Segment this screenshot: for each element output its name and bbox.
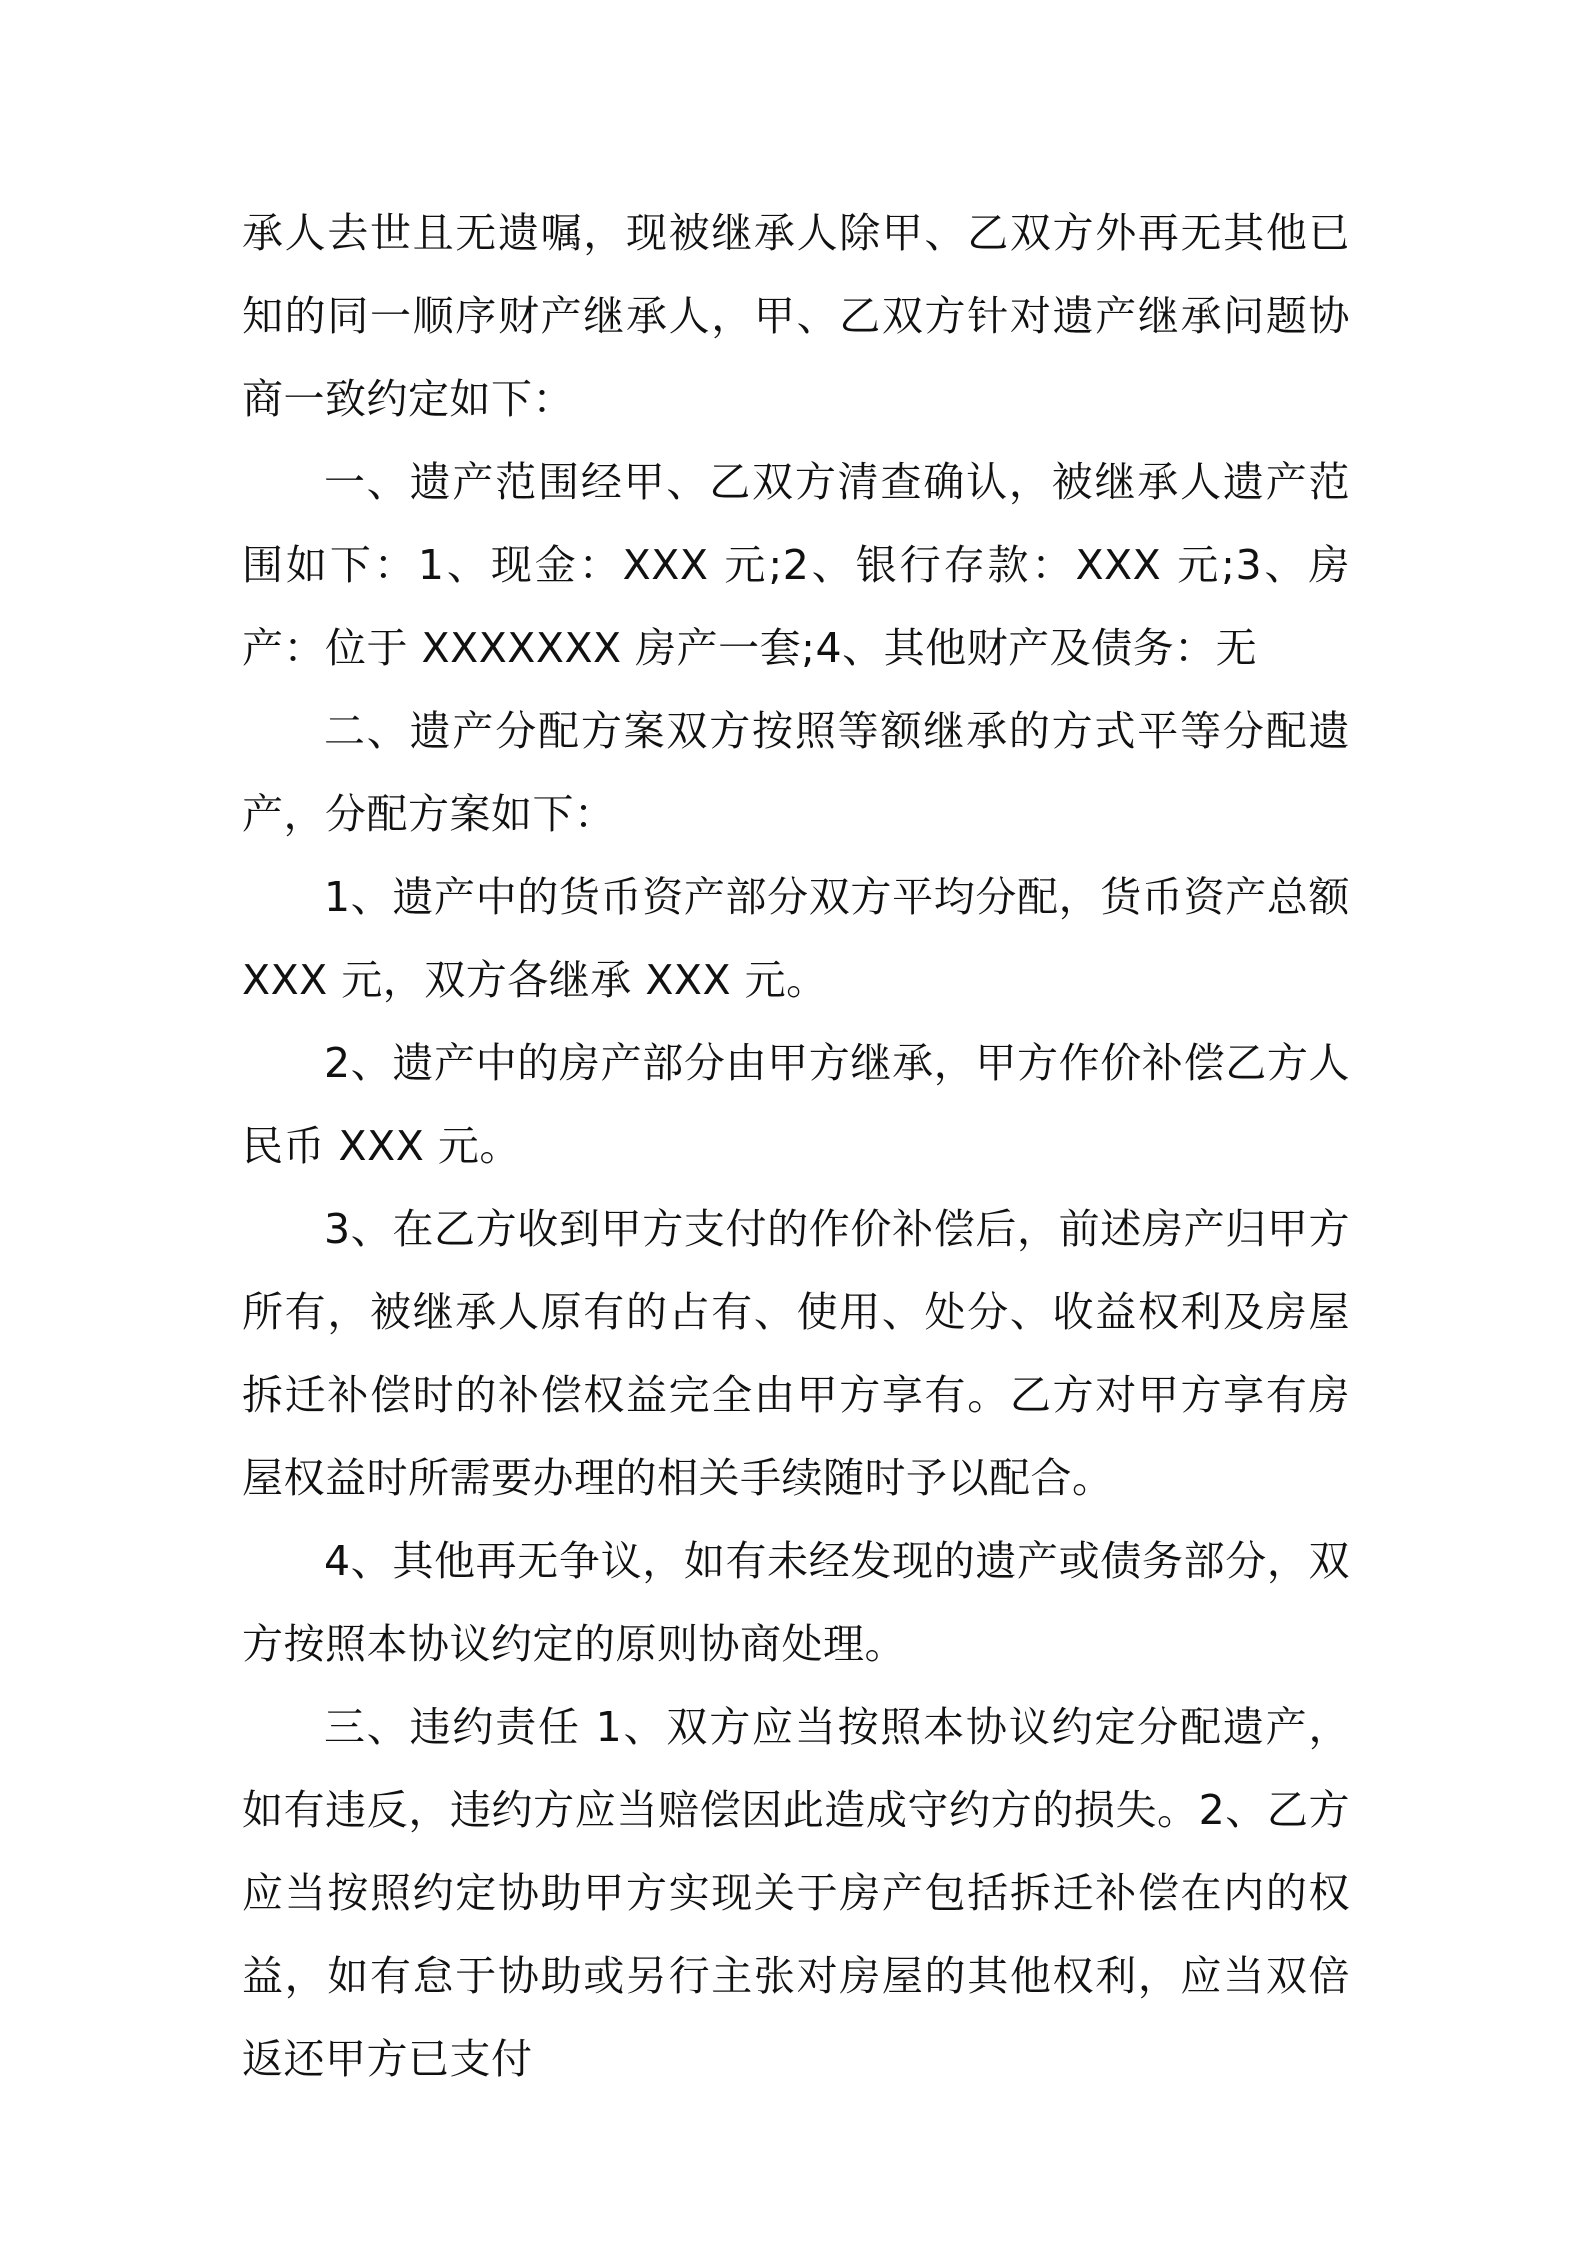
paragraph-continuation: 承人去世且无遗嘱，现被继承人除甲、乙双方外再无其他已知的同一顺序财产继承人，甲、乙双方针对遗产继承问题协商一致约定如下： <box>242 209 1350 423</box>
agreement-body <box>242 192 1350 2101</box>
paragraph-breach-liability: 三、违约责任 1、双方应当按照本协议约定分配遗产，如有违反，违约方应当赔偿因此造成守约方的损失。2、乙方应当按照约定协助甲方实现关于房产包括拆迁补偿在内的权益，如有怠于协助或另行主张对房屋的其他权利，应当双倍返还甲方已支付 <box>242 1703 1350 2083</box>
paragraph-real-estate: 2、遗产中的房产部分由甲方继承，甲方作价补偿乙方人民币 XXX 元。 <box>242 1039 1350 1170</box>
paragraph-estate-scope: 一、遗产范围经甲、乙双方清查确认，被继承人遗产范围如下：1、现金：XXX 元;2、银行存款：XXX 元;3、房产：位于 XXXXXXX 房产一套;4、其他财产及债务：无 <box>242 458 1350 672</box>
paragraph-ownership-transfer: 3、在乙方收到甲方支付的作价补偿后，前述房产归甲方所有，被继承人原有的占有、使用、处分、收益权利及房屋拆迁补偿时的补偿权益完全由甲方享有。乙方对甲方享有房屋权益时所需要办理的相关手续随时予以配合。 <box>242 1205 1350 1502</box>
paragraph-no-dispute: 4、其他再无争议，如有未经发现的遗产或债务部分，双方按照本协议约定的原则协商处理。 <box>242 1537 1350 1668</box>
paragraph-distribution-plan: 二、遗产分配方案双方按照等额继承的方式平等分配遗产，分配方案如下： <box>242 707 1350 838</box>
paragraph-monetary-assets: 1、遗产中的货币资产部分双方平均分配，货币资产总额 XXX 元，双方各继承 XXX 元。 <box>242 873 1350 1004</box>
